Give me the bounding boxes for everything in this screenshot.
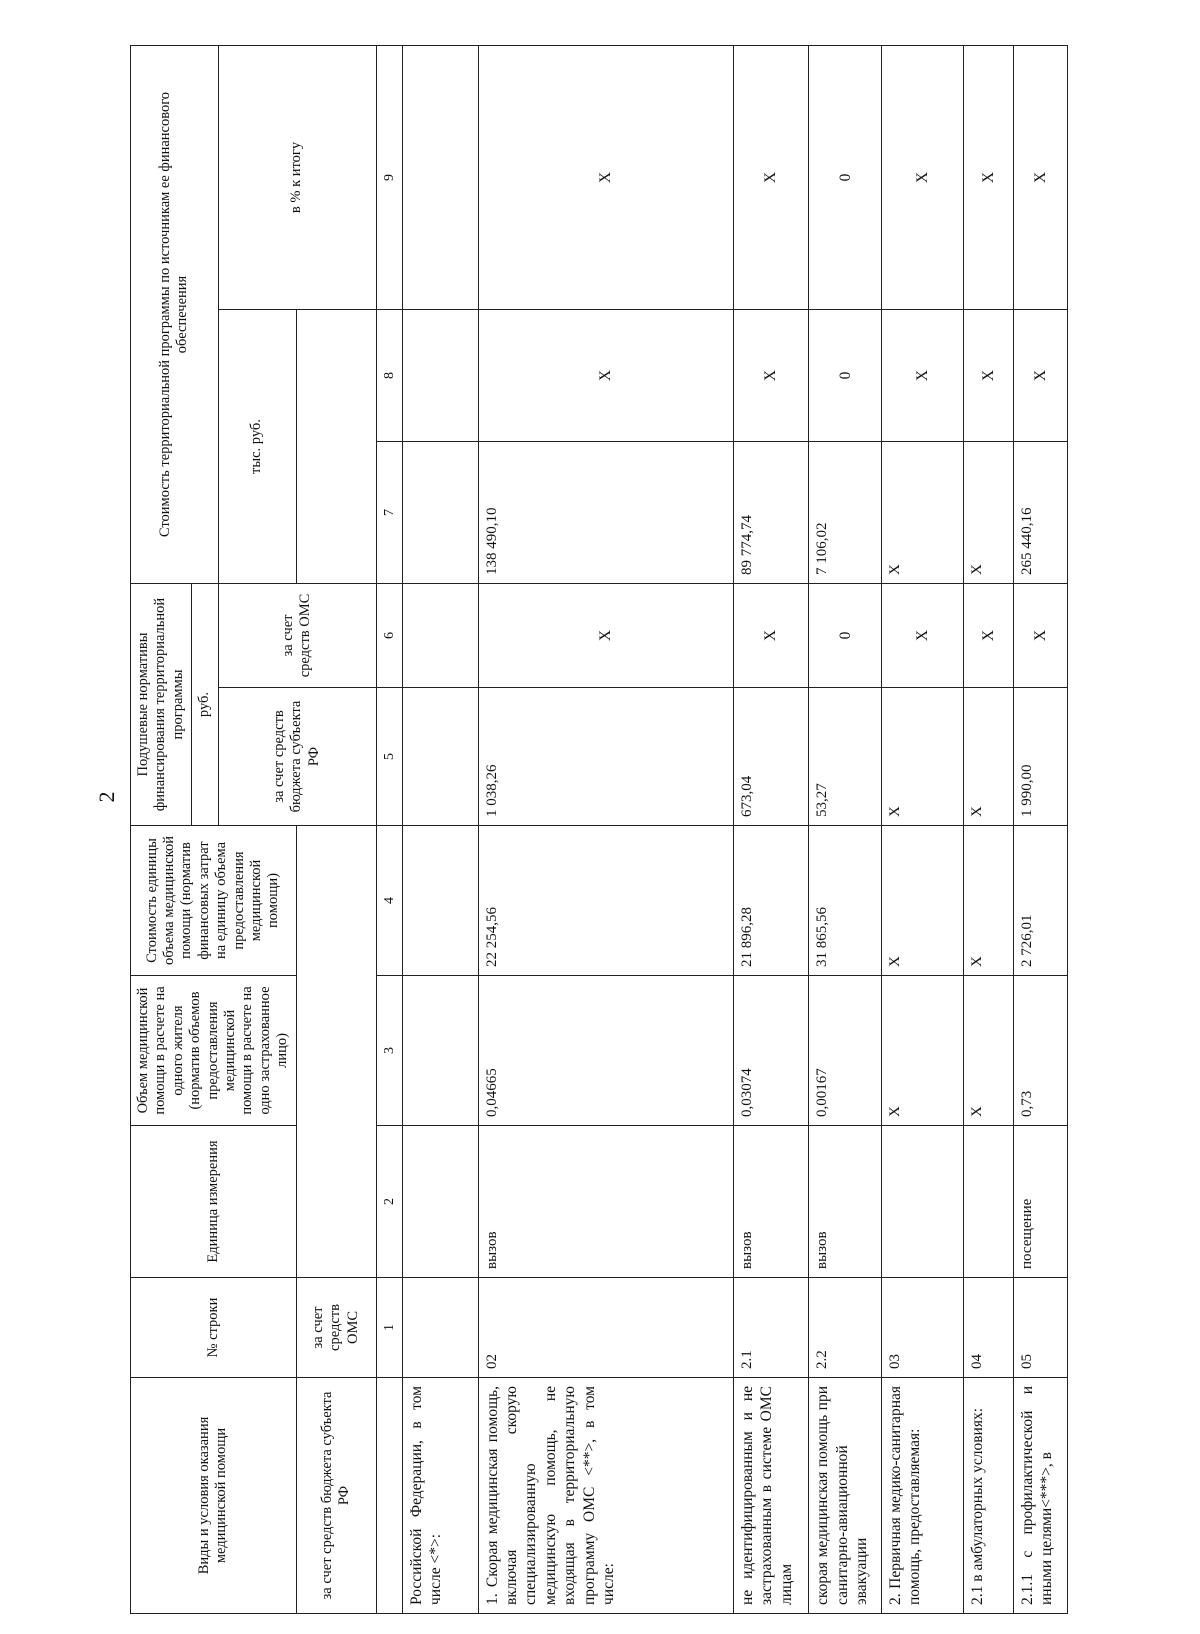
header-kind: Виды и условия оказания медицинской помощи <box>131 1378 297 1614</box>
col-number: 1 <box>376 1278 402 1378</box>
header-per-capita-unit: руб. <box>192 584 218 826</box>
cell-pc-oms: Х <box>964 584 1014 688</box>
cell-pc-budget: 1 038,26 <box>478 688 733 826</box>
cell-percent <box>403 46 479 310</box>
col-number: 5 <box>376 688 402 826</box>
header-line-no: № строки <box>131 1278 297 1378</box>
col-number: 4 <box>376 826 402 976</box>
table-row <box>403 46 479 1614</box>
cell-cost-oms: Х <box>1013 310 1067 442</box>
page-number: 2 <box>94 791 119 803</box>
cell-cost-oms: Х <box>733 310 809 442</box>
table-row <box>1013 46 1067 1614</box>
cell-percent: Х <box>1013 46 1067 310</box>
cell-cost-budget: Х <box>964 442 1014 584</box>
cell-pc-budget <box>403 688 479 826</box>
header-pc-budget: за счет средств бюджета субъекта РФ <box>218 688 376 826</box>
table-row <box>881 46 963 1614</box>
cell-line: 05 <box>1013 1278 1067 1378</box>
cell-cost-unit <box>403 826 479 976</box>
header-cost-budget: за счет средств бюджета субъекта РФ <box>296 1378 376 1614</box>
cell-cost-oms: Х <box>478 310 733 442</box>
col-number: 6 <box>376 584 402 688</box>
cell-unit <box>403 1126 479 1278</box>
table-row <box>733 46 809 1614</box>
cell-volume: 0,73 <box>1013 976 1067 1126</box>
header-unit: Единица измерения <box>131 1126 297 1278</box>
cell-unit: посещение <box>1013 1126 1067 1278</box>
cell-volume <box>403 976 479 1126</box>
rotated-table-container <box>130 46 1056 1614</box>
cell-percent: Х <box>478 46 733 310</box>
cell-pc-oms <box>403 584 479 688</box>
cell-cost-oms: 0 <box>809 310 882 442</box>
cell-line: 02 <box>478 1278 733 1378</box>
row-label: 2. Первичная медико-санитарная помощь, предоставляемая: <box>881 1378 963 1614</box>
cell-cost-budget: 265 440,16 <box>1013 442 1067 584</box>
col-number: 8 <box>376 310 402 442</box>
cell-pc-budget: 53,27 <box>809 688 882 826</box>
row-label: не идентифицированным и не застрахованным в системе ОМС лицам <box>733 1378 809 1614</box>
header-cost-unit: Стоимость единицы объема медицинской помощи (норматив финансовых затрат на единицу объема предоставления медицинской помощи) <box>131 826 297 976</box>
cell-cost-unit: 31 865,56 <box>809 826 882 976</box>
cell-cost-unit: 2 726,01 <box>1013 826 1067 976</box>
header-cost-oms: за счет средств ОМС <box>296 1278 376 1378</box>
header-cost-group: Стоимость территориальной программы по источникам ее финансового обеспечения <box>131 46 219 584</box>
cell-pc-budget: Х <box>964 688 1014 826</box>
cell-cost-unit: Х <box>964 826 1014 976</box>
cell-percent: Х <box>964 46 1014 310</box>
table-row <box>964 46 1014 1614</box>
cell-cost-unit: Х <box>881 826 963 976</box>
cell-unit <box>881 1126 963 1278</box>
cell-line <box>403 1278 479 1378</box>
cell-percent: Х <box>881 46 963 310</box>
cell-unit: вызов <box>478 1126 733 1278</box>
cell-percent: 0 <box>809 46 882 310</box>
header-per-capita-group: Подушевые нормативы финансирования территориальной программы <box>131 584 192 826</box>
cell-pc-budget: 673,04 <box>733 688 809 826</box>
cell-pc-oms: Х <box>1013 584 1067 688</box>
header-pc-oms: за счет средств ОМС <box>218 584 376 688</box>
cell-cost-oms <box>403 310 479 442</box>
col-number: 7 <box>376 442 402 584</box>
cell-pc-oms: 0 <box>809 584 882 688</box>
col-number: 2 <box>376 1126 402 1278</box>
cell-cost-budget: 7 106,02 <box>809 442 882 584</box>
cell-pc-budget: Х <box>881 688 963 826</box>
cell-cost-unit: 21 896,28 <box>733 826 809 976</box>
row-label: 2.1.1 с профилактической и иными целями<***>, в <box>1013 1378 1067 1614</box>
row-label: 2.1 в амбулаторных условиях: <box>964 1378 1014 1614</box>
cell-line: 2.2 <box>809 1278 882 1378</box>
cell-cost-budget: 138 490,10 <box>478 442 733 584</box>
row-label: Российской Федерации, в том числе <*>: <box>403 1378 479 1614</box>
cell-pc-budget: 1 990,00 <box>1013 688 1067 826</box>
column-number-row <box>376 46 402 1614</box>
cell-pc-oms: Х <box>881 584 963 688</box>
cell-cost-budget: Х <box>881 442 963 584</box>
row-label: 1. Скорая медицинская помощь, включая скорую специализированную медицинскую помощь, не входящая в территориальную программу ОМС <**>, в том числе: <box>478 1378 733 1614</box>
cell-volume: 0,03074 <box>733 976 809 1126</box>
cell-percent: Х <box>733 46 809 310</box>
cell-unit <box>964 1126 1014 1278</box>
cell-volume: 0,00167 <box>809 976 882 1126</box>
col-number: 9 <box>376 46 402 310</box>
cell-volume: 0,04665 <box>478 976 733 1126</box>
financing-table <box>130 45 1068 1614</box>
header-cost-percent: в % к итогу <box>218 46 376 310</box>
cell-line: 2.1 <box>733 1278 809 1378</box>
cell-unit: вызов <box>733 1126 809 1278</box>
table-row <box>809 46 882 1614</box>
table-row <box>478 46 733 1614</box>
cell-cost-oms: Х <box>964 310 1014 442</box>
header-volume: Объем медицинской помощи в расчете на одного жителя (норматив объемов предоставления медицинской помощи в расчете на одно застрахованное лицо) <box>131 976 297 1126</box>
cell-unit: вызов <box>809 1126 882 1278</box>
cell-cost-unit: 22 254,56 <box>478 826 733 976</box>
row-label: скорая медицинская помощь при санитарно-авиационной эвакуации <box>809 1378 882 1614</box>
cell-line: 04 <box>964 1278 1014 1378</box>
col-number <box>376 1378 402 1614</box>
col-number: 3 <box>376 976 402 1126</box>
header-cost-unit-label: тыс. руб. <box>218 310 296 584</box>
cell-pc-oms: Х <box>733 584 809 688</box>
cell-volume: Х <box>964 976 1014 1126</box>
cell-line: 03 <box>881 1278 963 1378</box>
cell-cost-budget: 89 774,74 <box>733 442 809 584</box>
cell-pc-oms: Х <box>478 584 733 688</box>
cell-cost-budget <box>403 442 479 584</box>
cell-cost-oms: Х <box>881 310 963 442</box>
cell-volume: Х <box>881 976 963 1126</box>
